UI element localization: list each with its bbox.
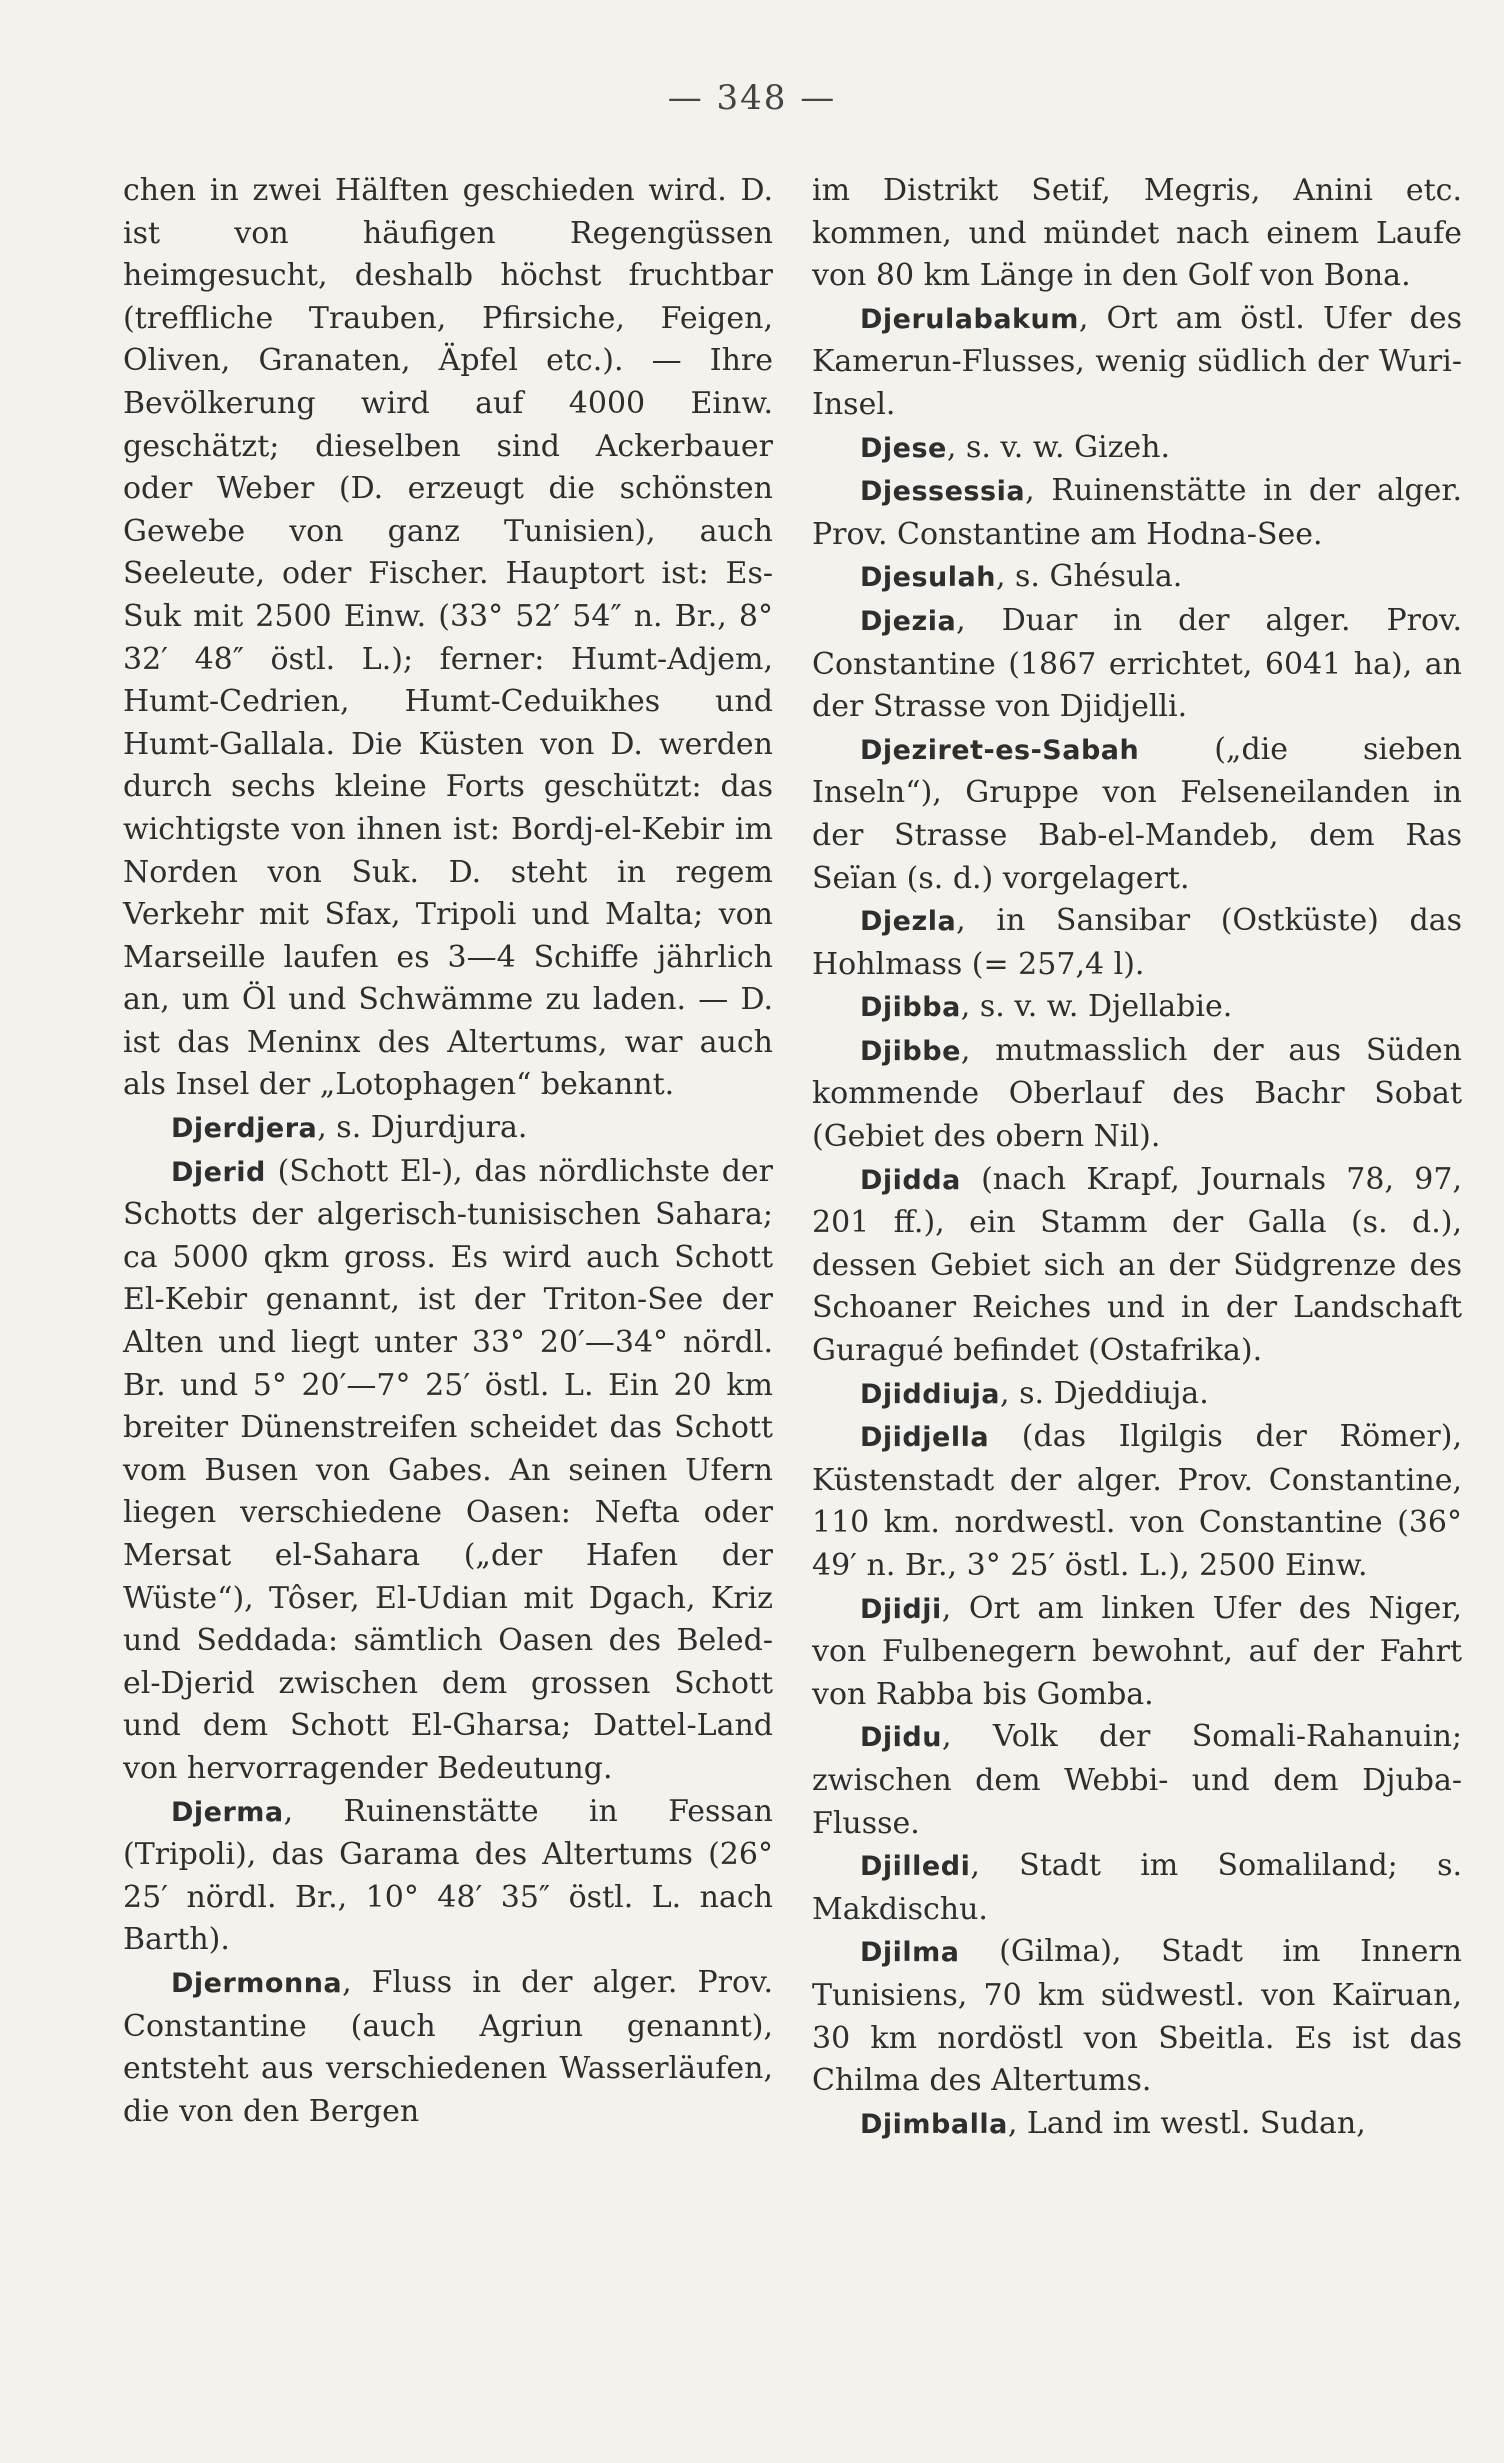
entry-headword: Djibbe [860,1035,961,1067]
entry-headword: Djilledi [860,1851,971,1883]
entry-djimballa [812,2103,1462,2147]
entry-djerma [123,1791,773,1962]
entry-headword: Djerma [171,1796,284,1828]
entry-djese [812,427,1462,471]
entry-text: (nach Krapf, Journals 78, 97, 201 ff.), ein Stamm der Galla (s. d.), dessen Gebiet sich an der Südgrenze des Schoaner Reiches und in der Landschaft Guragué befindet (Ostafrika). [812,1161,1462,1369]
entry-djezia [812,600,1462,729]
entry-headword: Djidji [860,1593,942,1625]
entry-djeziret-es-sabah [812,729,1462,900]
entry-text: , Ort am linken Ufer des Niger, von Fulbenegern bewohnt, auf der Fahrt von Rabba bis Gomba. [812,1590,1462,1712]
entry-text: (Gilma), Stadt im Innern Tunisiens, 70 km südwestl. von Kaïruan, 30 km nordöstl von Sbeitla. Es ist das Chilma des Altertums. [812,1934,1462,2099]
entry-headword: Djidjella [860,1422,990,1454]
entry-djilma [812,1931,1462,2102]
entry-djidu [812,1716,1462,1845]
entry-text: , Fluss in der alger. Prov. Constantine (auch Agriun genannt), entsteht aus verschiedenen Wasserläufen, die von den Bergen [123,1964,773,2129]
entry-djiddiuja [812,1373,1462,1417]
entry-text: (Schott El-), das nördlichste der Schotts der algerisch-tunisischen Sahara; ca 5000 qkm gross. Es wird auch Schott El-Kebir genannt, ist der Triton-See der Alten und liegt unter 33° 20′—34° nördl. Br. und 5° 20′—7° 25′ östl. L. Ein 20 km breiter Dünenstreifen scheidet das Schott vom Busen von Gabes. An seinen Ufern liegen verschiedene Oasen: Nefta oder Mersat el-Sahara („der Hafen der Wüste“), Tôser, El-Udian mit Dgach, Kriz und Seddada: sämtlich Oasen des Beled-el-Djerid zwischen dem grossen Schott und dem Schott El-Gharsa; Dattel-Land von hervorragender Bedeutung. [123,1153,773,1786]
entry-text: , s. Ghésula. [995,559,1183,595]
entry-text: , Duar in der alger. Prov. Constantine (1867 errichtet, 6041 ha), an der Strasse von Djidjelli. [812,602,1462,725]
entry-text: , s. v. w. Gizeh. [946,429,1171,465]
entry-text: (das Ilgilgis der Römer), Küstenstadt der alger. Prov. Constantine, 110 km. nordwestl. von Constantine (36° 49′ n. Br., 3° 25′ östl. L.), 2500 Einw. [812,1419,1462,1583]
entry-text: , mutmasslich der aus Süden kommende Oberlauf des Bachr Sobat (Gebiet des obern Nil). [812,1032,1462,1155]
entry-djezla [812,900,1462,986]
entry-text: im Distrikt Setif, Megris, Anini etc. kommen, und mündet nach einem Laufe von 80 km Länge in den Golf von Bona. [812,173,1462,294]
entry-text: , Stadt im Somaliland; s. Makdischu. [812,1848,1462,1927]
entry-text: , s. Djeddiuja. [1000,1375,1209,1411]
entry-headword: Djerdjera [171,1113,318,1145]
entry-continuation [123,170,773,1107]
entry-headword: Djese [860,432,947,464]
entry-text: , Ort am östl. Ufer des Kamerun-Flusses, wenig südlich der Wuri-Insel. [812,300,1462,422]
entry-headword: Djezla [860,906,957,938]
entry-djerulabakum [812,298,1462,427]
entry-headword: Djibba [860,992,961,1024]
entry-headword: Djerulabakum [860,303,1079,335]
entry-djidda [812,1159,1462,1373]
entry-headword: Djidu [860,1722,942,1754]
entry-text: chen in zwei Hälften geschieden wird. D. ist von häufigen Regengüssen heimgesucht, deshalb höchst fruchtbar (treffliche Trauben, Pfirsiche, Feigen, Oliven, Granaten, Äpfel etc.). — Ihre Bevölkerung wird auf 4000 Einw. geschätzt; dieselben sind Ackerbauer oder Weber (D. erzeugt die schönsten Gewebe von ganz Tunisien), auch Seeleute, oder Fischer. Hauptort ist: Es-Suk mit 2500 Einw. (33° 52′ 54″ n. Br., 8° 32′ 48″ östl. L.); ferner: Humt-Adjem, Humt-Cedrien, Humt-Ceduikhes und Humt-Gallala. Die Küsten von D. werden durch sechs kleine Forts geschützt: das wichtigste von ihnen ist: Bordj-el-Kebir im Norden von Suk. D. steht in regem Verkehr mit Sfax, Tripoli und Malta; von Marseille laufen es 3—4 Schiffe jährlich an, um Öl und Schwämme zu laden. — D. ist das Meninx des Altertums, war auch als Insel der „Lotophagen“ bekannt. [123,173,773,1103]
entry-djilledi [812,1845,1462,1931]
entry-djibba [812,986,1462,1030]
entry-headword: Djeziret-es-Sabah [860,734,1140,766]
entry-djessessia [812,470,1462,556]
entry-text: , s. v. w. Djellabie. [960,989,1233,1025]
entry-djermonna [123,1962,773,2133]
entry-headword: Djezia [860,605,957,637]
entry-headword: Djidda [860,1164,961,1196]
entry-headword: Djimballa [860,2108,1008,2140]
entry-text: , Ruinenstätte in der alger. Prov. Constantine am Hodna-See. [812,473,1462,552]
page-number: — 348 — [667,78,837,118]
entry-text: („die sieben Inseln“), Gruppe von Felseneilanden in der Strasse Bab-el-Mandeb, dem Ras Seïan (s. d.) vorgelagert. [812,731,1462,896]
entry-djibbe [812,1030,1462,1159]
entry-text: , in Sansibar (Ostküste) das Hohlmass (= 257,4 l). [812,903,1462,982]
entry-headword: Djerid [171,1156,266,1188]
entry-text: , Volk der Somali-Rahanuin; zwischen dem Webbi- und dem Djuba-Flusse. [812,1719,1462,1841]
entry-djesulah [812,556,1462,600]
left-column [123,170,773,2133]
entry-djidjella [812,1416,1462,1587]
entry-djerdjera [123,1107,773,1151]
entry-djerid [123,1151,773,1791]
entry-headword: Djermonna [171,1967,343,1999]
right-column [812,170,1462,2146]
entry-headword: Djesulah [860,562,996,594]
entry-headword: Djilma [860,1937,960,1969]
entry-continuation [812,170,1462,298]
entry-headword: Djessessia [860,476,1026,508]
entry-text: , s. Djurdjura. [317,1110,528,1146]
entry-djidji [812,1588,1462,1717]
entry-headword: Djiddiuja [860,1378,1001,1410]
entry-text: , Land im westl. Sudan, [1007,2105,1366,2141]
entry-text: , Ruinenstätte in Fessan (Tripoli), das Garama des Altertums (26° 25′ nördl. Br., 10° 48′ 35″ östl. L. nach Barth). [123,1793,773,1958]
